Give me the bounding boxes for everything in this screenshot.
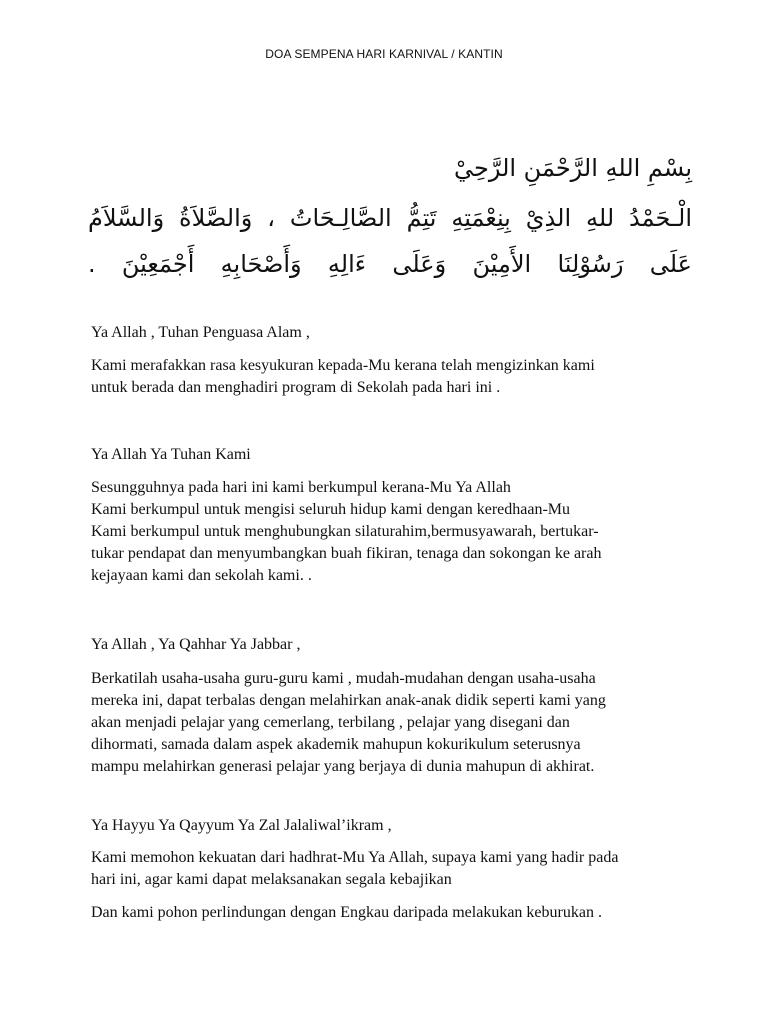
paragraph-line: kejayaan kami dan sekolah kami. . bbox=[91, 567, 312, 584]
paragraph-line: akan menjadi pelajar yang cemerlang, terbilang , pelajar yang disegani dan bbox=[91, 714, 570, 731]
invocation-text: Ya Allah Ya Tuhan Kami bbox=[91, 446, 251, 463]
paragraph-line: dihormati, samada dalam aspek akademik mahupun kokurikulum seterusnya bbox=[91, 736, 581, 753]
arabic-line-1: الْـحَمْدُ للهِ الذِيْ بِنِعْمَتِهِ تَتِمُّ الصَّالِـحَاتُ ، وَالصَّلاَةُ وَالسَّلاَمُ bbox=[88, 204, 692, 232]
invocation-text: Ya Hayyu Ya Qayyum Ya Zal Jalaliwal’ikram , bbox=[91, 817, 392, 834]
paragraph-line: Kami berkumpul untuk menghubungkan silaturahim,bermusyawarah, bertukar- bbox=[91, 523, 599, 540]
paragraph-line: Sesungguhnya pada hari ini kami berkumpul kerana-Mu Ya Allah bbox=[91, 479, 511, 496]
document-title: DOA SEMPENA HARI KARNIVAL / KANTIN bbox=[265, 47, 503, 61]
paragraph-line: Kami memohon kekuatan dari hadhrat-Mu Ya Allah, supaya kami yang hadir pada bbox=[91, 849, 619, 866]
paragraph-line: Kami berkumpul untuk mengisi seluruh hidup kami dengan keredhaan-Mu bbox=[91, 501, 571, 518]
paragraph-line: Kami merafakkan rasa kesyukuran kepada-Mu kerana telah mengizinkan kami bbox=[91, 357, 595, 374]
paragraph-line: mampu melahirkan generasi pelajar yang berjaya di dunia mahupun di akhirat. bbox=[91, 758, 595, 775]
invocation-4 bbox=[91, 815, 691, 837]
invocation-1 bbox=[91, 322, 691, 344]
invocation-text: Ya Allah , Tuhan Penguasa Alam , bbox=[91, 324, 310, 341]
paragraph-line: untuk berada dan menghadiri program di Sekolah pada hari ini . bbox=[91, 379, 501, 396]
paragraph-line: mereka ini, dapat terbalas dengan melahirkan anak-anak didik seperti kami yang bbox=[91, 692, 606, 709]
paragraph-line: Dan kami pohon perlindungan dengan Engkau daripada melakukan keburukan . bbox=[91, 904, 602, 921]
invocation-2 bbox=[91, 444, 691, 466]
paragraph-1 bbox=[91, 355, 691, 399]
paragraph-4 bbox=[91, 847, 691, 891]
arabic-basmalah: بِسْمِ اللهِ الرَّحْمَنِ الرَّحِيْ bbox=[453, 154, 692, 182]
arabic-line-2: عَلَى رَسُوْلِنَا الأَمِيْنَ وَعَلَى ءَالِهِ وَأَصْحَابِهِ أَجْمَعِيْنَ . bbox=[88, 250, 692, 278]
invocation-3 bbox=[91, 634, 691, 656]
paragraph-line: Berkatilah usaha-usaha guru-guru kami , mudah-mudahan dengan usaha-usaha bbox=[91, 670, 596, 687]
paragraph-line: hari ini, agar kami dapat melaksanakan segala kebajikan bbox=[91, 871, 452, 888]
paragraph-2 bbox=[91, 477, 691, 587]
paragraph-line: tukar pendapat dan menyumbangkan buah fikiran, tenaga dan sokongan ke arah bbox=[91, 545, 602, 562]
invocation-text: Ya Allah , Ya Qahhar Ya Jabbar , bbox=[91, 636, 301, 653]
paragraph-5 bbox=[91, 902, 691, 924]
paragraph-3 bbox=[91, 668, 691, 778]
